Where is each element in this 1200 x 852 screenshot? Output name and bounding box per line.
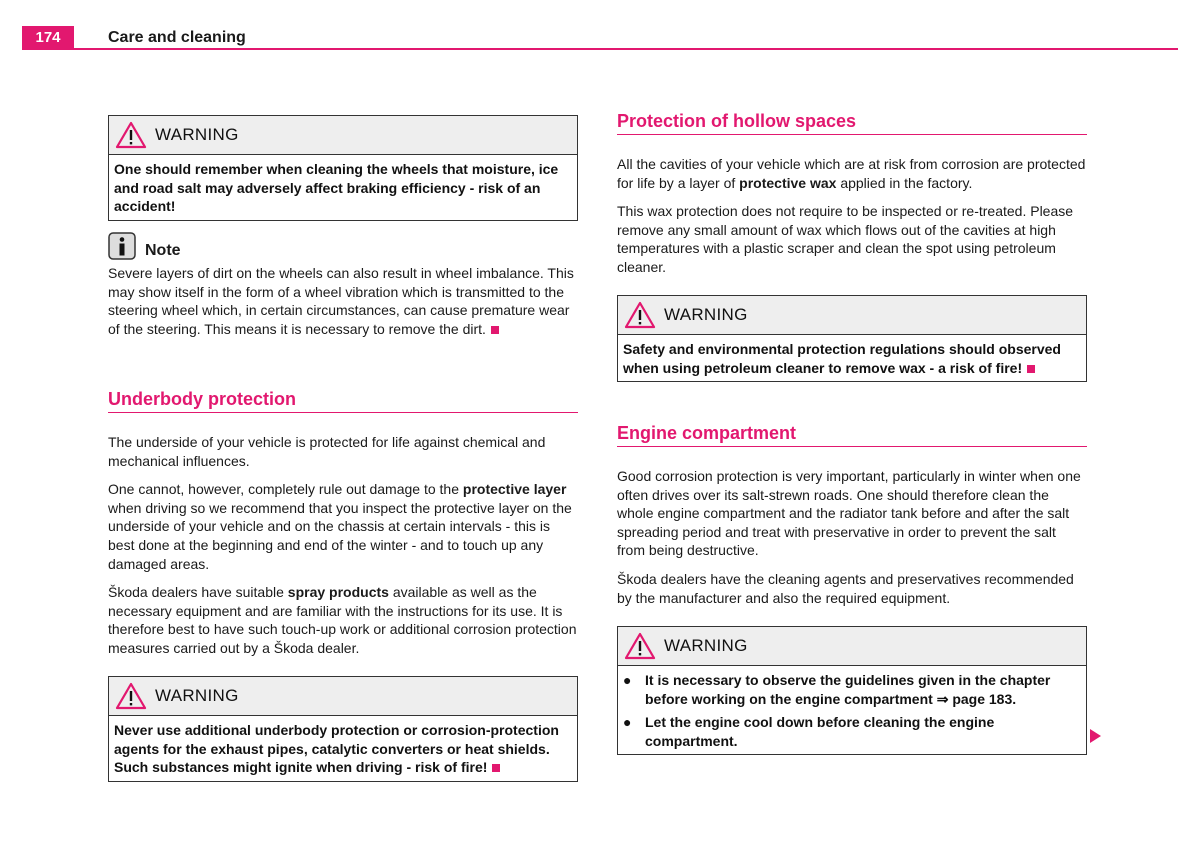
bullet-icon: ● — [623, 714, 632, 730]
section-underbody — [108, 388, 578, 658]
page-number: 174 — [22, 26, 74, 50]
warning-box-underbody — [108, 676, 578, 782]
bullet-item — [623, 713, 1080, 750]
warning-header — [109, 116, 577, 155]
note-header — [108, 230, 578, 260]
paragraph: One cannot, however, completely rule out damage to the protective layer when driving so we recommend that you inspect the protective layer on the underside of your vehicle and on the chassis at certain intervals - this is best done at the beginning and end of the winter - and to touch up any damaged areas. — [108, 481, 572, 572]
paragraph: Škoda dealers have the cleaning agents and preservatives recommended by the manufacturer and also the required equipment. — [617, 570, 1074, 606]
header-rule — [74, 48, 1178, 50]
end-marker — [492, 764, 500, 772]
warning-body — [618, 335, 1086, 381]
chapter-title: Care and cleaning — [108, 29, 246, 46]
paragraph: All the cavities of your vehicle which are at risk from corrosion are protected for life by a layer of protective wax applied in the factory. — [617, 156, 1086, 191]
warning-title: WARNING — [155, 125, 239, 144]
note-block — [108, 230, 578, 338]
warning-body — [618, 666, 1086, 754]
warning-body — [109, 155, 577, 220]
continue-arrow-icon — [1090, 729, 1101, 743]
warning-body — [109, 716, 577, 781]
section-title-underbody: Underbody protection — [108, 388, 578, 413]
warning-title: WARNING — [664, 305, 748, 324]
bullet-text: It is necessary to observe the guidelines given in the chapter before working on the engine compartment ⇒ page 183. — [645, 672, 1051, 707]
note-title: Note — [145, 242, 181, 259]
section-engine — [617, 422, 1087, 607]
warning-triangle-icon — [624, 301, 656, 329]
paragraph: Škoda dealers have suitable spray products available as well as the necessary equipment and are familiar with the instructions for its use. It is therefore best to have such touch-up work or additional corrosion protection measures carried out by a Škoda dealer. — [108, 584, 577, 656]
paragraph: This wax protection does not require to be inspected or re-treated. Please remove any small amount of wax which flows out of the cavities at high temperatures with a plastic scraper and clean the spot using petroleum cleaner. — [617, 203, 1074, 275]
section-title-engine: Engine compartment — [617, 422, 1087, 447]
page-header — [22, 26, 1178, 50]
section-title-hollow: Protection of hollow spaces — [617, 110, 1087, 135]
warning-box-wheels — [108, 115, 578, 221]
warning-text: One should remember when cleaning the wheels that moisture, ice and road salt may adversely affect braking efficiency - risk of an accident! — [114, 161, 559, 214]
warning-title: WARNING — [664, 636, 748, 655]
warning-triangle-icon — [115, 682, 147, 710]
warning-triangle-icon — [624, 632, 656, 660]
end-marker — [491, 326, 499, 334]
warning-header — [109, 677, 577, 716]
warning-header — [618, 627, 1086, 666]
paragraph: The underside of your vehicle is protected for life against chemical and mechanical influences. — [108, 434, 546, 469]
warning-text: Safety and environmental protection regulations should observed when using petroleum cleaner to remove wax - a risk of fire! — [623, 341, 1061, 376]
bullet-text: Let the engine cool down before cleaning the engine compartment. — [645, 714, 995, 749]
warning-text: Never use additional underbody protection or corrosion-protection agents for the exhaust pipes, catalytic converters or heat shields. Such substances might ignite when driving - risk of fire! — [114, 722, 559, 775]
bullet-item — [623, 671, 1080, 708]
warning-header — [618, 296, 1086, 335]
note-text: Severe layers of dirt on the wheels can also result in wheel imbalance. This may show itself in the form of a wheel vibration which is transmitted to the steering wheel which, in certain circumstances, can cause premature wear of the steering. This means it is necessary to remove the dirt. — [108, 265, 574, 337]
warning-triangle-icon — [115, 121, 147, 149]
warning-box-engine — [617, 626, 1087, 755]
section-hollow-spaces — [617, 110, 1087, 277]
bullet-icon: ● — [623, 672, 632, 688]
end-marker — [1027, 365, 1035, 373]
warning-title: WARNING — [155, 686, 239, 705]
warning-box-wax — [617, 295, 1087, 382]
info-icon — [108, 232, 136, 260]
paragraph: Good corrosion protection is very important, particularly in winter when one often drives over its salt-strewn roads. One should therefore clean the whole engine compartment and the radiator tank before and after the salt spreading period and treat with preservative in order to prevent the salt from being destructive. — [617, 468, 1081, 559]
